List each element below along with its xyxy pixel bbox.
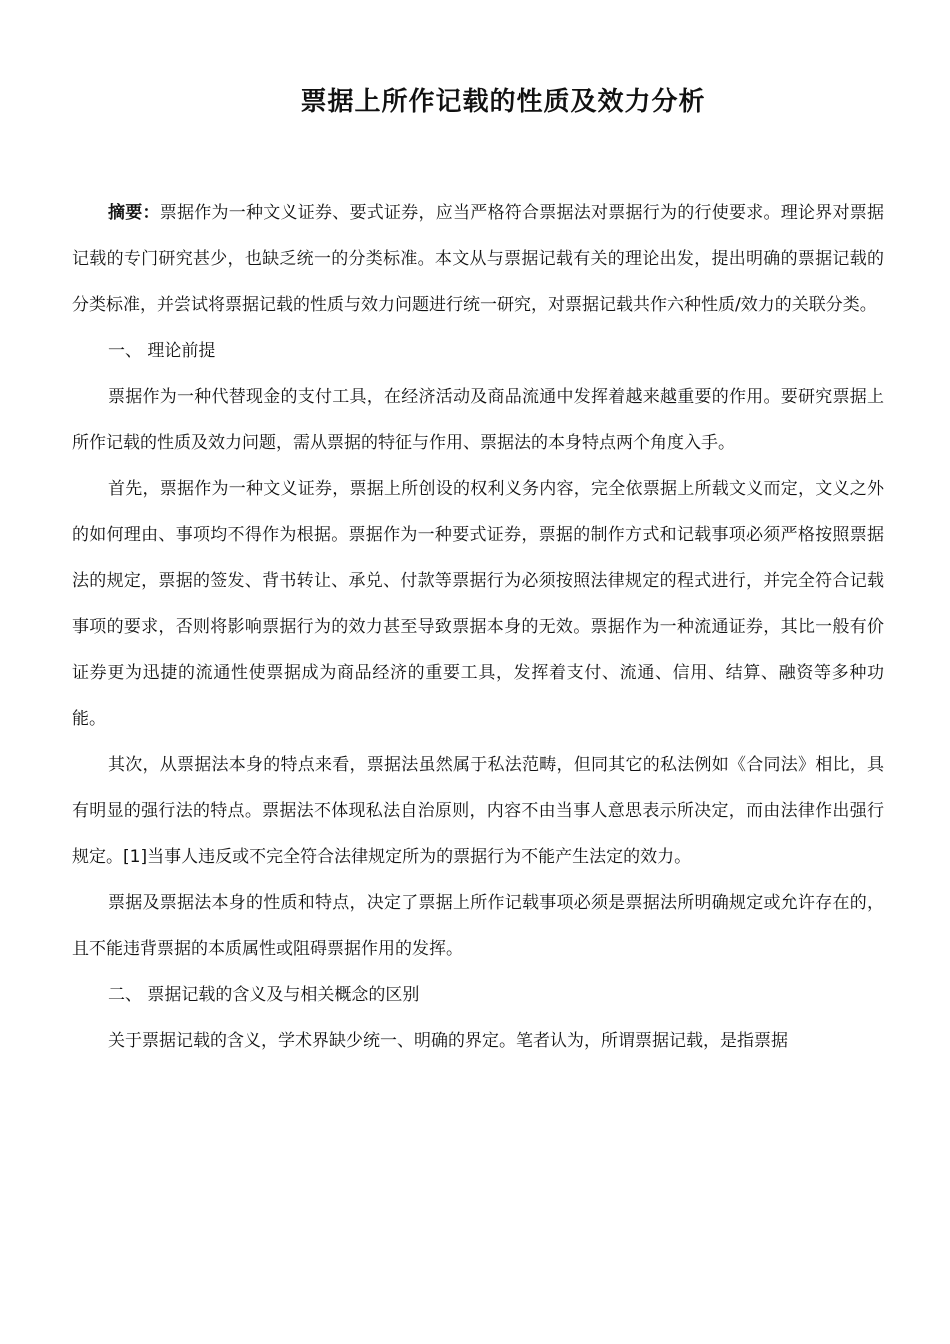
- paragraph: 票据及票据法本身的性质和特点，决定了票据上所作记载事项必须是票据法所明确规定或允许存在的，且不能违背票据的本质属性或阻碍票据作用的发挥。: [72, 893, 884, 959]
- paragraph: 关于票据记载的含义，学术界缺少统一、明确的界定。笔者认为，所谓票据记载，是指票据: [108, 1031, 788, 1051]
- paragraph: 其次，从票据法本身的特点来看，票据法虽然属于私法范畴，但同其它的私法例如《合同法》相比，具有明显的强行法的特点。票据法不体现私法自治原则，内容不由当事人意思表示所决定，而由法律作出强行规定。[1]当事人违反或不完全符合法律规定所为的票据行为不能产生法定的效力。: [72, 755, 884, 867]
- paragraph: 票据作为一种代替现金的支付工具，在经济活动及商品流通中发挥着越来越重要的作用。要研究票据上所作记载的性质及效力问题，需从票据的特征与作用、票据法的本身特点两个角度入手。: [72, 387, 884, 453]
- abstract-label: 摘要：: [108, 203, 160, 223]
- paragraph: 首先，票据作为一种文义证券，票据上所创设的权利义务内容，完全依票据上所载文义而定，文义之外的如何理由、事项均不得作为根据。票据作为一种要式证券，票据的制作方式和记载事项必须严格按照票据法的规定，票据的签发、背书转让、承兑、付款等票据行为必须按照法律规定的程式进行，并完全符合记载事项的要求，否则将影响票据行为的效力甚至导致票据本身的无效。票据作为一种流通证券，其比一般有价证券更为迅捷的流通性使票据成为商品经济的重要工具，发挥着支付、流通、信用、结算、融资等多种功能。: [72, 479, 884, 729]
- section-heading-2: 二、 票据记载的含义及与相关概念的区别: [108, 985, 420, 1005]
- abstract-paragraph: [72, 190, 884, 328]
- abstract-text: 票据作为一种文义证券、要式证券，应当严格符合票据法对票据行为的行使要求。理论界对票据记载的专门研究甚少，也缺乏统一的分类标准。本文从与票据记载有关的理论出发，提出明确的票据记载的分类标准，并尝试将票据记载的性质与效力问题进行统一研究，对票据记载共作六种性质/效力的关联分类。: [72, 203, 884, 315]
- document-title: 票据上所作记载的性质及效力分析: [300, 87, 706, 117]
- section-heading-1: 一、 理论前提: [108, 341, 216, 361]
- document-body: [72, 190, 884, 1064]
